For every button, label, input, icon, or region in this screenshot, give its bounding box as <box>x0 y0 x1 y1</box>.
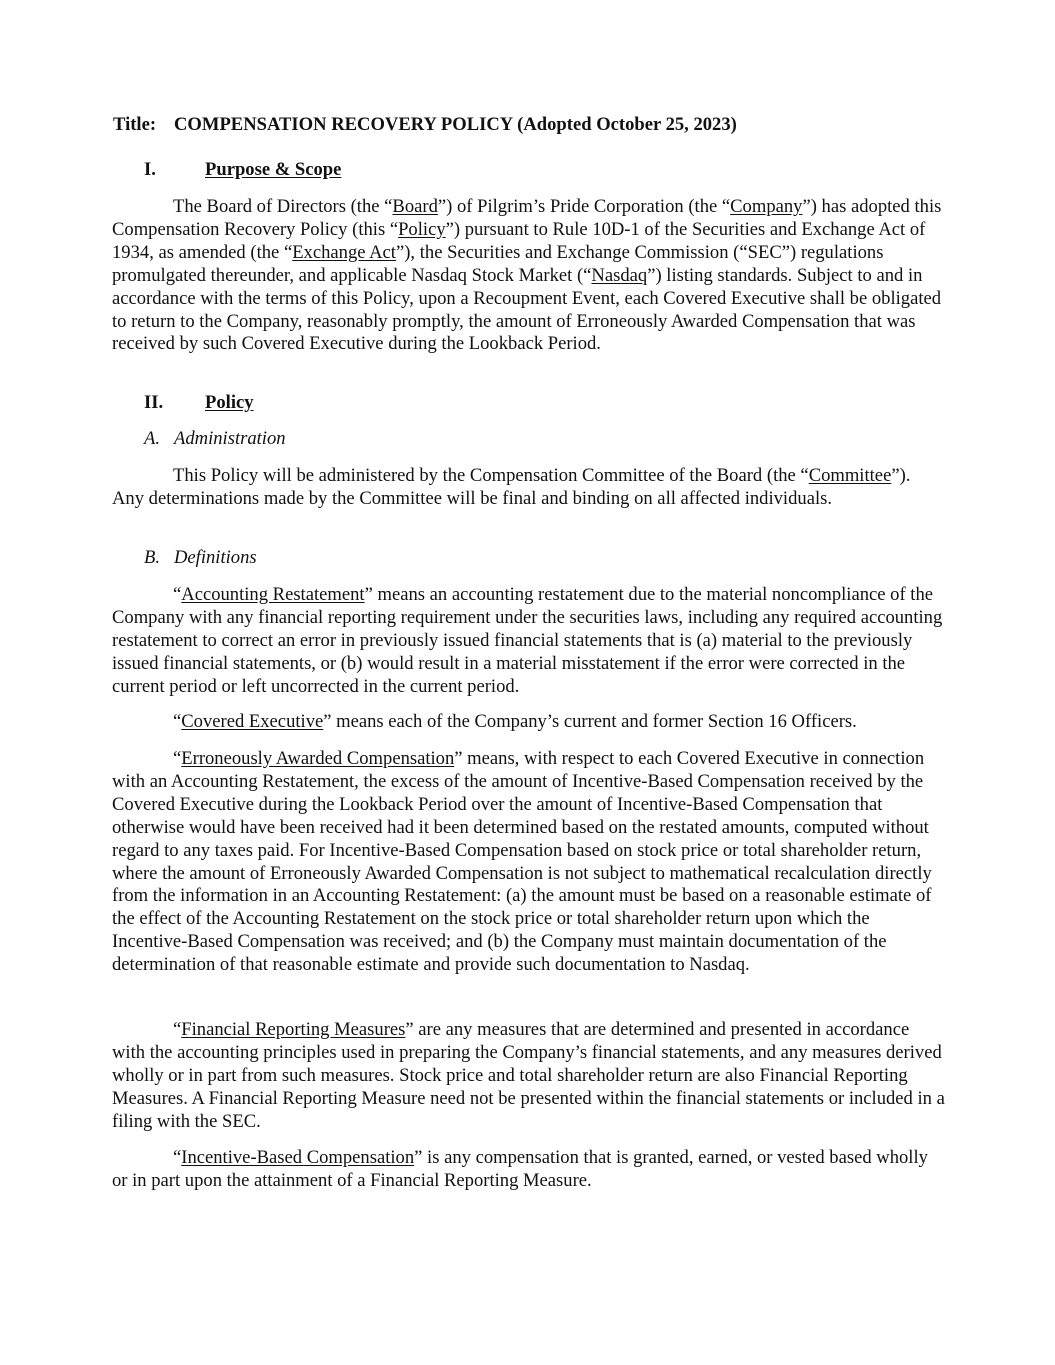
section-number: II. <box>144 392 164 413</box>
defined-term-exchange-act: Exchange Act <box>292 241 396 263</box>
defined-term-committee: Committee <box>808 465 892 486</box>
definition-paragraph: “Erroneously Awarded Compensation” means, with respect to each Covered Executive in connection with an Accounting Restatement, the excess of the amount of Incentive-Based Compensation received by the Covered Executive during the Lookback Period over the amount of Incentive-Based Compensation that otherwise would have been received had it been determined based on the restated amounts, computed without regard to any taxes paid. For Incentive-Based Compensation based on stock price or total shareholder return, where the amount of Erroneously Awarded Compensation is not subject to mathematical recalculation directly from the information in an Accounting Restatement: (a) the amount must be based on a reasonable estimate of the effect of the Accounting Restatement on the stock price or total shareholder return upon which the Incentive-Based Compensation was received; and (b) the Company must maintain documentation of the determination of that reasonable estimate and provide such documentation to Nasdaq. <box>112 748 932 976</box>
administration-paragraph: This Policy will be administered by the Compensation Committee of the Board (the “Committee”). Any determinations made by the Committee will be final and binding on all affected individuals. <box>112 465 911 509</box>
subsection-letter: B. <box>144 547 161 568</box>
subsection-heading-administration <box>144 428 286 451</box>
defined-term-nasdaq: Nasdaq <box>591 264 648 286</box>
title-label: Title: <box>113 114 157 135</box>
subsection-heading-definitions <box>144 547 257 570</box>
subsection-title: Definitions <box>174 547 257 568</box>
defined-term-board: Board <box>392 196 438 217</box>
defined-term: Erroneously Awarded Compensation <box>181 748 455 769</box>
document-title <box>113 114 737 137</box>
title-text: COMPENSATION RECOVERY POLICY (Adopted October 25, 2023) <box>174 114 737 135</box>
subsection-title: Administration <box>174 428 286 449</box>
defined-term: Financial Reporting Measures <box>181 1019 406 1040</box>
definition-paragraph: “Financial Reporting Measures” are any measures that are determined and presented in accordance with the accounting principles used in preparing the Company’s financial statements, and any measures derived wholly or in part from such measures. Stock price and total shareholder return are also Financial Reporting Measures. A Financial Reporting Measure need not be presented within the financial statements or included in a filing with the SEC. <box>112 1019 945 1132</box>
definition-paragraph: “Accounting Restatement” means an accounting restatement due to the material noncompliance of the Company with any financial reporting requirement under the securities laws, including any required accounting restatement to correct an error in previously issued financial statements that is (a) material to the previously issued financial statements, or (b) would result in a material misstatement if the error were corrected in the current period or left uncorrected in the current period. <box>112 584 943 697</box>
section-heading-policy <box>144 392 254 415</box>
section-heading-text: Policy <box>205 392 254 413</box>
subsection-letter: A. <box>144 428 161 449</box>
purpose-paragraph: The Board of Directors (the “Board”) of Pilgrim’s Pride Corporation (the “Company”) has adopted this Compensation Recovery Policy (this “Policy”) pursuant to Rule 10D-1 of the Securities and Exchange Act of 1934, as amended (the “Exchange Act”), the Securities and Exchange Commission (“SEC”) regulations promulgated thereunder, and applicable Nasdaq Stock Market (“Nasdaq”) listing standards. Subject to and in accordance with the terms of this Policy, upon a Recoupment Event, each Covered Executive shall be obligated to return to the Company, reasonably promptly, the amount of Erroneously Awarded Compensation that was received by such Covered Executive during the Lookback Period. <box>112 196 942 355</box>
definition-paragraph: “Incentive-Based Compensation” is any compensation that is granted, earned, or vested based wholly or in part upon the attainment of a Financial Reporting Measure. <box>112 1147 928 1191</box>
section-heading-text: Purpose & Scope <box>205 159 342 180</box>
defined-term-company: Company <box>730 196 803 217</box>
definition-paragraph: “Covered Executive” means each of the Company’s current and former Section 16 Officers. <box>173 711 857 732</box>
defined-term: Covered Executive <box>181 711 324 732</box>
section-heading-purpose <box>144 159 341 182</box>
defined-term-policy: Policy <box>398 218 446 240</box>
defined-term: Accounting Restatement <box>181 584 365 605</box>
defined-term: Incentive-Based Compensation <box>181 1147 415 1168</box>
section-number: I. <box>144 159 156 180</box>
